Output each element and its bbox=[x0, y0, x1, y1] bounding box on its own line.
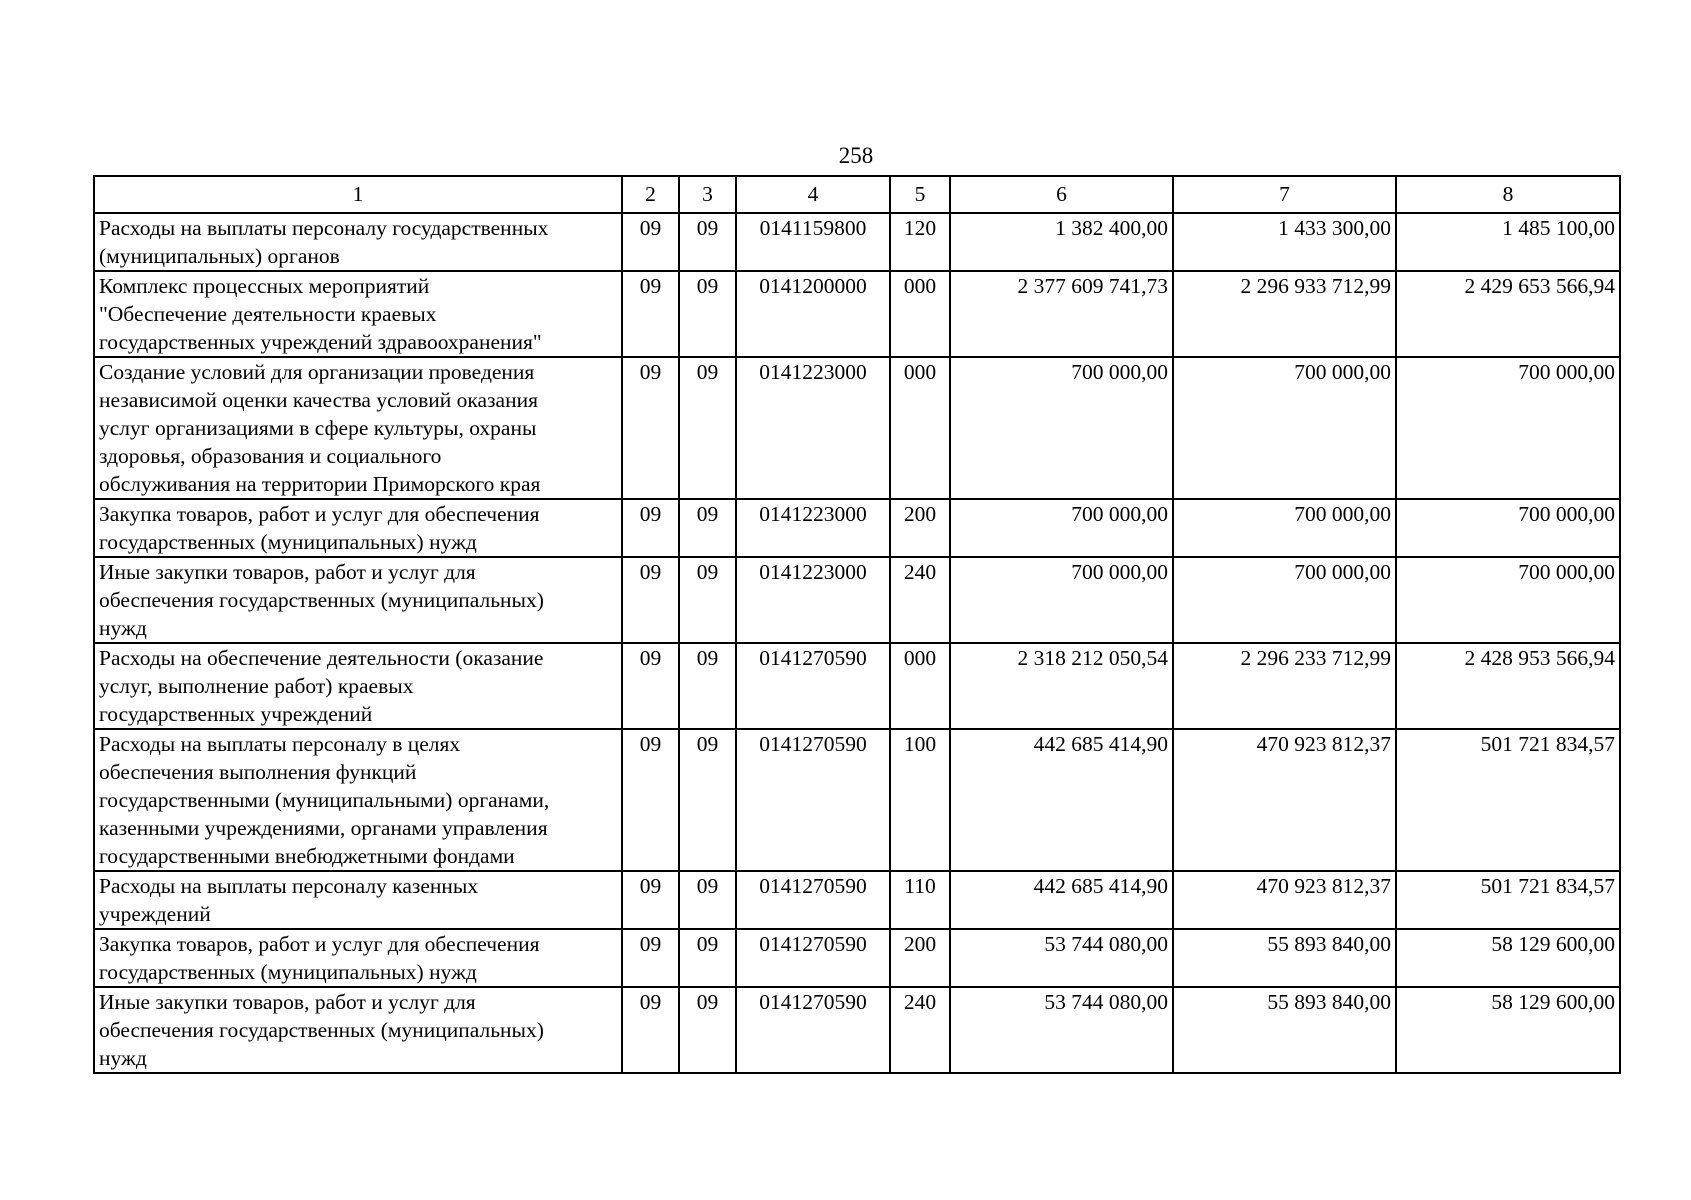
subsection-code-cell: 09 bbox=[679, 643, 736, 729]
row-name-line: Закупка товаров, работ и услуг для обеспечения bbox=[99, 932, 540, 956]
amount-year-3-cell: 501 721 834,57 bbox=[1396, 729, 1620, 871]
budget-table bbox=[93, 175, 1621, 1074]
table-row bbox=[94, 213, 1620, 271]
amount-year-2-cell: 470 923 812,37 bbox=[1173, 871, 1396, 929]
row-name-line: услуг организациями в сфере культуры, охраны bbox=[99, 416, 537, 440]
table-row bbox=[94, 357, 1620, 499]
target-article-cell: 0141270590 bbox=[736, 871, 890, 929]
target-article-cell: 0141270590 bbox=[736, 643, 890, 729]
row-name-line: нужд bbox=[99, 1046, 147, 1070]
header-col-5: 5 bbox=[890, 176, 950, 213]
header-col-6: 6 bbox=[950, 176, 1173, 213]
row-name-line: Создание условий для организации проведения bbox=[99, 360, 535, 384]
row-name-line: здоровья, образования и социального bbox=[99, 444, 442, 468]
expense-type-cell: 120 bbox=[890, 213, 950, 271]
table-row bbox=[94, 929, 1620, 987]
row-name-line: "Обеспечение деятельности краевых bbox=[99, 302, 437, 326]
target-article-cell: 0141270590 bbox=[736, 929, 890, 987]
subsection-code-cell: 09 bbox=[679, 729, 736, 871]
table-row bbox=[94, 987, 1620, 1073]
amount-year-2-cell: 1 433 300,00 bbox=[1173, 213, 1396, 271]
table-row bbox=[94, 499, 1620, 557]
subsection-code-cell: 09 bbox=[679, 987, 736, 1073]
amount-year-1-cell: 1 382 400,00 bbox=[950, 213, 1173, 271]
row-name-cell bbox=[94, 929, 622, 987]
amount-year-3-cell: 700 000,00 bbox=[1396, 357, 1620, 499]
row-name-cell bbox=[94, 987, 622, 1073]
amount-year-3-cell: 2 428 953 566,94 bbox=[1396, 643, 1620, 729]
row-name-cell bbox=[94, 871, 622, 929]
target-article-cell: 0141223000 bbox=[736, 557, 890, 643]
header-col-1: 1 bbox=[94, 176, 622, 213]
expense-type-cell: 240 bbox=[890, 557, 950, 643]
section-code-cell: 09 bbox=[622, 213, 679, 271]
amount-year-3-cell: 2 429 653 566,94 bbox=[1396, 271, 1620, 357]
amount-year-1-cell: 2 318 212 050,54 bbox=[950, 643, 1173, 729]
section-code-cell: 09 bbox=[622, 929, 679, 987]
row-name-line: государственных (муниципальных) нужд bbox=[99, 960, 477, 984]
table-row bbox=[94, 871, 1620, 929]
row-name-line: Закупка товаров, работ и услуг для обеспечения bbox=[99, 502, 540, 526]
subsection-code-cell: 09 bbox=[679, 557, 736, 643]
section-code-cell: 09 bbox=[622, 357, 679, 499]
expense-type-cell: 000 bbox=[890, 271, 950, 357]
table-body bbox=[94, 213, 1620, 1073]
expense-type-cell: 200 bbox=[890, 929, 950, 987]
amount-year-2-cell: 2 296 933 712,99 bbox=[1173, 271, 1396, 357]
target-article-cell: 0141223000 bbox=[736, 499, 890, 557]
row-name-line: казенными учреждениями, органами управления bbox=[99, 816, 548, 840]
amount-year-1-cell: 442 685 414,90 bbox=[950, 871, 1173, 929]
table-row bbox=[94, 729, 1620, 871]
row-name-line: независимой оценки качества условий оказания bbox=[99, 388, 538, 412]
amount-year-1-cell: 700 000,00 bbox=[950, 357, 1173, 499]
target-article-cell: 0141270590 bbox=[736, 987, 890, 1073]
header-col-7: 7 bbox=[1173, 176, 1396, 213]
amount-year-3-cell: 58 129 600,00 bbox=[1396, 929, 1620, 987]
subsection-code-cell: 09 bbox=[679, 929, 736, 987]
row-name-line: (муниципальных) органов bbox=[99, 244, 340, 268]
expense-type-cell: 240 bbox=[890, 987, 950, 1073]
section-code-cell: 09 bbox=[622, 499, 679, 557]
row-name-line: услуг, выполнение работ) краевых bbox=[99, 674, 414, 698]
subsection-code-cell: 09 bbox=[679, 213, 736, 271]
row-name-line: Расходы на выплаты персоналу государственных bbox=[99, 216, 549, 240]
row-name-cell bbox=[94, 271, 622, 357]
amount-year-1-cell: 700 000,00 bbox=[950, 499, 1173, 557]
row-name-line: государственных учреждений bbox=[99, 702, 373, 726]
section-code-cell: 09 bbox=[622, 871, 679, 929]
page-number: 258 bbox=[838, 143, 874, 168]
row-name-line: нужд bbox=[99, 616, 147, 640]
row-name-cell bbox=[94, 643, 622, 729]
amount-year-3-cell: 1 485 100,00 bbox=[1396, 213, 1620, 271]
target-article-cell: 0141159800 bbox=[736, 213, 890, 271]
row-name-line: государственных учреждений здравоохранения" bbox=[99, 330, 542, 354]
expense-type-cell: 110 bbox=[890, 871, 950, 929]
row-name-line: учреждений bbox=[99, 902, 211, 926]
subsection-code-cell: 09 bbox=[679, 357, 736, 499]
amount-year-2-cell: 55 893 840,00 bbox=[1173, 987, 1396, 1073]
table-row bbox=[94, 557, 1620, 643]
expense-type-cell: 100 bbox=[890, 729, 950, 871]
row-name-line: государственных (муниципальных) нужд bbox=[99, 530, 477, 554]
table-row bbox=[94, 271, 1620, 357]
row-name-cell bbox=[94, 499, 622, 557]
expense-type-cell: 000 bbox=[890, 357, 950, 499]
header-col-3: 3 bbox=[679, 176, 736, 213]
amount-year-1-cell: 2 377 609 741,73 bbox=[950, 271, 1173, 357]
target-article-cell: 0141223000 bbox=[736, 357, 890, 499]
row-name-line: обеспечения выполнения функций bbox=[99, 760, 417, 784]
amount-year-2-cell: 55 893 840,00 bbox=[1173, 929, 1396, 987]
row-name-line: государственными внебюджетными фондами bbox=[99, 844, 515, 868]
amount-year-1-cell: 442 685 414,90 bbox=[950, 729, 1173, 871]
subsection-code-cell: 09 bbox=[679, 871, 736, 929]
section-code-cell: 09 bbox=[622, 987, 679, 1073]
row-name-line: Комплекс процессных мероприятий bbox=[99, 274, 430, 298]
row-name-line: обслуживания на территории Приморского края bbox=[99, 472, 541, 496]
row-name-line: Расходы на выплаты персоналу казенных bbox=[99, 874, 479, 898]
amount-year-2-cell: 700 000,00 bbox=[1173, 499, 1396, 557]
section-code-cell: 09 bbox=[622, 271, 679, 357]
amount-year-1-cell: 53 744 080,00 bbox=[950, 987, 1173, 1073]
amount-year-2-cell: 470 923 812,37 bbox=[1173, 729, 1396, 871]
row-name-line: Расходы на обеспечение деятельности (оказание bbox=[99, 646, 544, 670]
row-name-cell bbox=[94, 729, 622, 871]
amount-year-3-cell: 700 000,00 bbox=[1396, 499, 1620, 557]
row-name-cell bbox=[94, 357, 622, 499]
table-header bbox=[94, 176, 1620, 213]
row-name-line: Расходы на выплаты персоналу в целях bbox=[99, 732, 461, 756]
header-row bbox=[94, 176, 1620, 213]
section-code-cell: 09 bbox=[622, 643, 679, 729]
header-col-4: 4 bbox=[736, 176, 890, 213]
row-name-line: Иные закупки товаров, работ и услуг для bbox=[99, 560, 476, 584]
amount-year-3-cell: 58 129 600,00 bbox=[1396, 987, 1620, 1073]
header-col-8: 8 bbox=[1396, 176, 1620, 213]
table-row bbox=[94, 643, 1620, 729]
header-col-2: 2 bbox=[622, 176, 679, 213]
amount-year-2-cell: 2 296 233 712,99 bbox=[1173, 643, 1396, 729]
row-name-line: Иные закупки товаров, работ и услуг для bbox=[99, 990, 476, 1014]
amount-year-2-cell: 700 000,00 bbox=[1173, 357, 1396, 499]
amount-year-3-cell: 501 721 834,57 bbox=[1396, 871, 1620, 929]
row-name-cell bbox=[94, 213, 622, 271]
row-name-line: государственными (муниципальными) органами, bbox=[99, 788, 550, 812]
row-name-line: обеспечения государственных (муниципальных) bbox=[99, 1018, 544, 1042]
target-article-cell: 0141270590 bbox=[736, 729, 890, 871]
target-article-cell: 0141200000 bbox=[736, 271, 890, 357]
expense-type-cell: 000 bbox=[890, 643, 950, 729]
row-name-line: обеспечения государственных (муниципальных) bbox=[99, 588, 544, 612]
subsection-code-cell: 09 bbox=[679, 499, 736, 557]
subsection-code-cell: 09 bbox=[679, 271, 736, 357]
expense-type-cell: 200 bbox=[890, 499, 950, 557]
row-name-cell bbox=[94, 557, 622, 643]
section-code-cell: 09 bbox=[622, 729, 679, 871]
section-code-cell: 09 bbox=[622, 557, 679, 643]
amount-year-3-cell: 700 000,00 bbox=[1396, 557, 1620, 643]
amount-year-1-cell: 53 744 080,00 bbox=[950, 929, 1173, 987]
amount-year-1-cell: 700 000,00 bbox=[950, 557, 1173, 643]
amount-year-2-cell: 700 000,00 bbox=[1173, 557, 1396, 643]
